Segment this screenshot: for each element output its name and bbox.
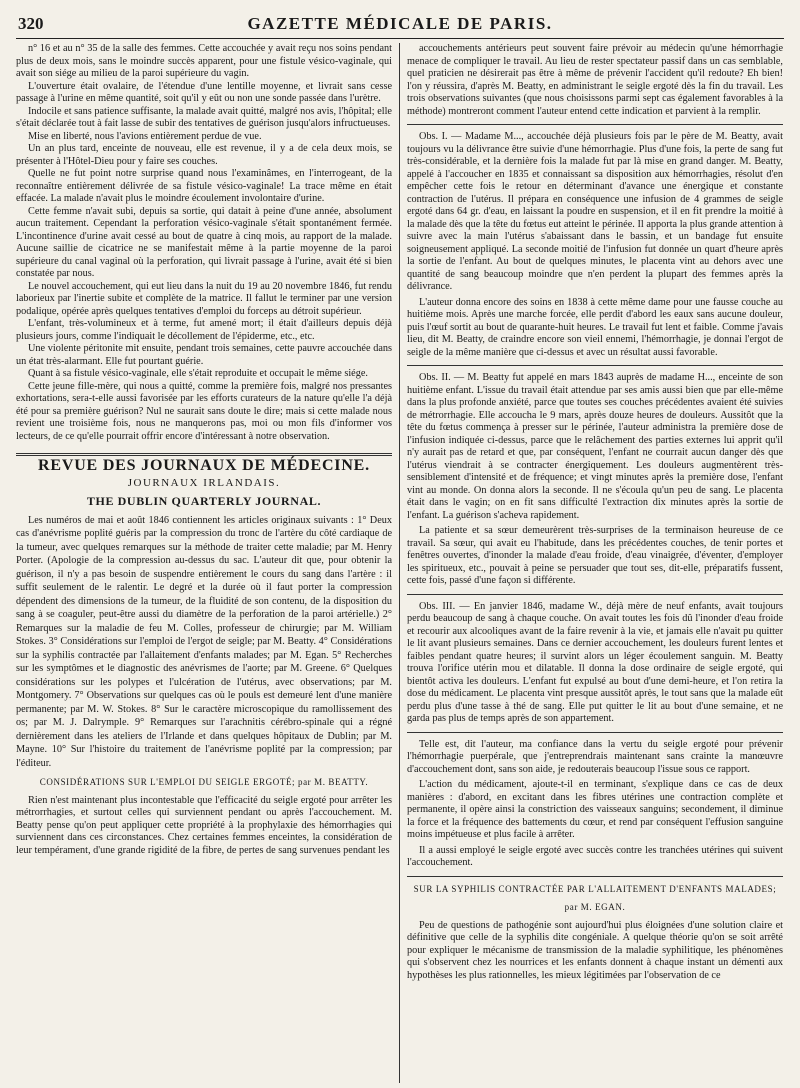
paragraph: Cette jeune fille-mère, qui nous a quitté, comme la première fois, malgré nos pressantes exhortations, sera-t-elle aussi favorisée par les efforts curateurs de la nature qu'elle l'a déjà été pour sa première guérison? Nul ne saurait sans doute le dire; mais si cette malade nous revient une troisième fois, nous ne manquerons pas, moi ou mon fils d'informer vos lecteurs, de ce qu'elle pourrait offrir encore d'intéressant à notre observation. (16, 380, 392, 442)
syphilis-title: SUR LA SYPHILIS CONTRACTÉE PAR L'ALLAITEMENT D'ENFANTS MALADES; (413, 883, 777, 894)
paragraph: Obs. II. — M. Beatty fut appelé en mars 1843 auprès de madame H..., enceinte de son huitième enfant. L'issue du travail était attendue par ses amis aussi bien que par elle-même dans la plus profonde anxiété, parce que toutes ses couches précédentes avaient été suivies de métrorrhagie. Elle accoucha le 9 mars, après douze heures de douleurs. Aussitôt que la tête du fœtus commença à presser sur le périnée, l'auteur administra la première dose de l'infusion indiquée ci-dessus, parce que le relâchement des parties externes lui apprit qu'il n'y aurait pas de retard et que, par conséquent, l'enfant ne courrait aucun danger dès que l'utérus viendrait à se contracter énergiquement. Les douleurs augmentèrent très-sensiblement d'intensité et de fréquence; et vingt minutes après la première dose, l'enfant vint au monde. On donna alors la seconde. Il ne s'écoula qu'un peu de sang. Le placenta était dans le vagin; on en fit sans difficulté l'extraction dix minutes après la sortie de l'enfant. La guérison s'acheva rapidement. (407, 372, 783, 521)
rule-obs3 (407, 594, 783, 595)
paragraph: La patiente et sa sœur demeurèrent très-surprises de la terminaison heureuse de ce travail. Sa sœur, qui avait eu l'habitude, dans les précédentes couches, de tenir portes et fenêtres ouvertes, d'inonder la malade d'eau froide, d'eau vinaigrée, d'éventer, d'employer les spiritueux, etc., pouvait à peine se persuader que tout ses, dit-elle, préparatifs fussent, cette fois, passé d'une façon si différente. (407, 525, 783, 586)
column-rule (399, 43, 400, 1083)
paragraph: Un an plus tard, enceinte de nouveau, elle est revenue, il y a de cela deux mois, se présenter à l'Hôtel-Dieu pour y faire ses couches. (16, 143, 392, 167)
paragraph: Obs. I. — Madame M..., accouchée déjà plusieurs fois par le père de M. Beatty, avait toujours vu la délivrance être suivie d'une hémorrhagie. Plus d'une fois, la perte de sang fut très-considérable, et la dernière fois la malade fut par là mise en grand danger. M. Beatty, appelé à l'accoucher en 1835 et connaissant sa disposition aux hémorrhagies, résolut d'en empêcher cette fois le retour en déterminant d'avance une énergique et constante contraction de l'utérus. Il prépara en conséquence une infusion de 4 grammes de seigle ergoté dans 64 gr. d'eau, en laissant la poudre en suspension, et il en fit prendre la moitié à la malade dès que la tête du fœtus eut atteint le périnée. Il apporta la plus grande attention à suivre avec la main l'utérus s'abaissant dans le bassin, et un bandage fut ensuite soigneusement appliqué. La seconde moitié de l'infusion fut donnée un quart d'heure après la sortie de l'enfant. Au bout de quelques minutes, le placenta vint au dehors avec une quantité de sang beaucoup moindre que n'en perdent la plupart des femmes après la délivrance. (407, 131, 783, 292)
observation-3 (407, 601, 783, 726)
beatty-section-title: CONSIDÉRATIONS SUR L'EMPLOI DU SEIGLE ERGOTÉ; par M. BEATTY. (39, 777, 369, 787)
observation-1 (407, 131, 783, 359)
paragraph: Mise en liberté, nous l'avions entièrement perdue de vue. (28, 130, 262, 142)
journaux-heading: JOURNAUX IRLANDAIS. (127, 476, 281, 489)
paragraph: L'auteur donna encore des soins en 1838 à cette même dame pour une fausse couche au huitième mois. Après une marche forcée, elle perdit d'abord les eaux sans aucune douleur, puis l'œuf sortit au bout de quarante-huit heures. Le travail fut lent et faible. Comme j'avais lieu, dit M. Beatty, de craindre encore son vieil ennemi, l'hémorrhagie, je donnai l'ergot de seigle de la même manière que ci-dessus et avec un résultat aussi favorable. (407, 296, 783, 358)
columns (16, 43, 784, 1083)
right-column (407, 43, 783, 1083)
rule-obs1 (407, 124, 783, 125)
paragraph: Rien n'est maintenant plus incontestable que l'efficacité du seigle ergoté pour arrêter les métrorrhagies, et surtout celles qui surviennent pendant ou après l'accouchement. M. Beatty pense qu'on peut appliquer cette propriété à la prophylaxie des hémorrhagies qui surviennent dans ces circonstances. Chez certaines femmes enceintes, la considération de leur tempérament, d'une grande rigidité de la fibre, de pertes de sang survenues pendant les (16, 794, 392, 856)
left-article (16, 43, 392, 443)
paragraph: Le nouvel accouchement, qui eut lieu dans la nuit du 19 au 20 novembre 1846, fut rendu laborieux par l'inertie subite et complète de la matrice. Il fallut le terminer par une version podalique, opérée après quelques tentatives d'emploi du forceps au détroit supérieur. (16, 280, 392, 317)
paragraph: Telle est, dit l'auteur, ma confiance dans la vertu du seigle ergoté pour prévenir l'hémorrhagie puerpérale, que j'entreprendrais maintenant sans crainte la manœuvre d'accouchement dont, sans son aide, je redouterais beaucoup l'issue sous ce rapport. (407, 738, 783, 775)
dublin-heading: THE DUBLIN QUARTERLY JOURNAL. (86, 494, 322, 508)
rule-obs2 (407, 365, 783, 366)
observation-2 (407, 372, 783, 588)
page-number: 320 (18, 14, 44, 33)
paragraph: L'ouverture était ovalaire, de l'étendue d'une lentille moyenne, et livrait sans cesse passage à l'urine en même quantité, soit qu'il y eût ou non une sonde passée dans l'urètre. (16, 80, 392, 104)
syphilis-article (407, 920, 783, 983)
rule-conclusion (407, 732, 783, 733)
paragraph: Indocile et sans patience suffisante, la malade avait quitté, malgré nos avis, l'hôpital; elle s'était déclarée tout à fait lasse de subir des tentatives de guérison jusqu'alors infructueuses. (16, 105, 392, 129)
section-divider (16, 453, 392, 456)
paragraph: Il a aussi employé le seigle ergoté avec succès contre les tranchées utérines qui suivent l'accouchement. (407, 844, 783, 868)
paragraph: Une violente péritonite mit ensuite, pendant trois semaines, cette pauvre accouchée dans un état très-alarmant. Elle fut pourtant guérie. (16, 343, 392, 367)
paragraph: Quelle ne fut point notre surprise quand nous l'examinâmes, en l'interrogeant, de la reconnaître entièrement délivrée de sa fistule vésico-vaginale! La trace même en était effacée. La malade n'avait plus le moindre écoulement involontaire d'urine. (16, 168, 392, 204)
paragraph: Les numéros de mai et août 1846 contiennent les articles originaux suivants : 1° Deux cas d'anévrisme poplité guéris par la compression du tronc de l'artère du côté cardiaque de la tumeur, avec quelques remarques sur la méthode de traiter cette maladie; par M. Henry Porter. (Apologie de la compression au-dessus du sac. L'auteur dit que, pour obtenir la guérison, il n'y a pas besoin de suspendre entièrement le cours du sang dans l'artère : il suffit seulement de le ralentir. Le degré et la durée où il faut porter la compression dépendent des dimensions de la tumeur, de la fluidité de son contenu, de la disposition du sang à se coaguler, peut-être aussi du diamètre de la perforation de la paroi artérielle.) 2° Remarques sur la maladie de feu M. Colles, professeur de chirurgie; par M. William Stokes. 3° Considérations sur l'emploi de l'ergot de seigle; par M. Beatty. 4° Considérations sur la syphilis contractée par l'allaitement d'enfants malades; par M. Egan. 5° Recherches sur les symptômes et le diagnostic des anévrismes de l'aorte; par M. Greene. 6° Quelques considérations sur les polypes et l'ulcération de l'utérus, avec observations; par M. Montgomery. 7° Observations sur quelques cas où le pouls est demeuré lent d'une manière permanente; par M. W. Stokes. 8° Sur le caractère microscopique du ramollissement des os; par M. J. Dalrymple. 9° Remarques sur l'arachnitis cérébro-spinale qui a régné dernièrement dans les ateliers de l'Irlande et dans quelques hôpitaux de Dublin; par M. Mayne. 10° Sur l'histoire du traitement de l'anévrisme poplité par la compression; par l'éditeur. (16, 514, 392, 769)
paragraph: Quant à sa fistule vésico-vaginale, elle s'était reproduite et occupait le même siége. (28, 368, 368, 379)
rule-syphilis (407, 876, 783, 877)
paragraph: Cette femme n'avait subi, depuis sa sortie, qui datait à peine d'une année, absolument aucun traitement. Cependant la perforation vésico-vaginale s'était spontanément fermée. L'incontinence d'urine avait cessé au bout de quatre à cinq mois, au rapport de la malade. Aucune saillie de cicatrice ne se manifestait même à la partie moyenne de la paroi supérieure du canal vaginal où la perforation, qui livrait passage à l'urine, avait été si bien constatée par nous. (16, 205, 392, 279)
paragraph: L'enfant, très-volumineux et à terme, fut amené mort; il était d'ailleurs depuis déjà plusieurs jours, comme l'indiquait le décollement de l'épiderme, etc., etc. (16, 318, 392, 342)
dublin-contents (16, 514, 392, 771)
page-header (16, 10, 784, 39)
gazette-title: GAZETTE MÉDICALE DE PARIS. (247, 14, 553, 33)
paragraph: n° 16 et au n° 35 de la salle des femmes. Cette accouchée y avait reçu nos soins pendant plus de deux mois, sans le moindre succès apparent, pour une fistule vésico-vaginale, qui avait son siége au milieu de la paroi supérieure du vagin. (16, 43, 392, 79)
paragraph: L'action du médicament, ajoute-t-il en terminant, s'explique dans ce cas de deux manières : d'abord, en excitant dans les fibres utérines une contraction complète et permanente, il opère ainsi la constriction des vaisseaux sanguins; secondement, il diminue la force et la fréquence des battements du cœur, et rend par conséquent l'effusion sanguine moins impétueuse et plus facile à arrêter. (407, 779, 783, 840)
beatty-intro (16, 795, 392, 858)
beatty-continuation: accouchements antérieurs peut souvent faire prévoir au médecin qu'une hémorrhagie menace de compliquer le travail. Au lieu de rester spectateur passif dans un cas semblable, quel praticien ne désirerait pas être à même de prévenir l'accident qu'il redoute? Eh bien! l'on y réussira, d'après M. Beatty, en administrant le seigle ergoté dès la fin du travail. Les trois observations suivantes (que nous choisissons parmi sept cas également favorables à la méthode) montreront comment l'auteur entend cette indication et parvient à la remplir. (407, 43, 783, 117)
conclusion (407, 739, 783, 870)
left-column (16, 43, 392, 1083)
syphilis-author: par M. EGAN. (564, 902, 626, 912)
paragraph: Peu de questions de pathogénie sont aujourd'hui plus éloignées d'une solution claire et définitive que celle de la syphilis dite congéniale. A quelque théorie qu'on se soit arrêté pour expliquer le mécanisme de transmission de la maladie syphilitique, les phénomènes qui s'observent chez les nourrices et les enfants donnent à chaque instant un démenti aux hypothèses les plus rationnelles, les mieux légitimées par l'observation de ce (407, 919, 783, 981)
revue-title: REVUE DES JOURNAUX DE MÉDECINE. (38, 457, 370, 474)
paragraph: Obs. III. — En janvier 1846, madame W., déjà mère de neuf enfants, avait toujours perdu beaucoup de sang à chaque couche. On avait toutes les fois dû l'inonder d'eau froide et recourir aux alcooliques avant de la faire revenir à la vie, et jamais elle n'avait pu quitter le lit avant plusieurs semaines. Dans ce dernier accouchement, les douleurs furent lentes et faibles pendant quatre heures; il survint alors un léger écoulement sanguin. M. Beatty trouva l'orifice utérin mou et dilatable. Il donna la dose ordinaire de seigle ergoté, qui bientôt activa les douleurs. L'enfant fut expulsé au bout d'une demi-heure, et l'on retira la dose du médicament. Le placenta vint presque aussitôt après, le tout sans que la malade eût perdu plus d'une tasse à thé de sang. Elle put quitter le lit au bout d'une semaine, et ne garda pas plus de temps après de son appartement. (407, 600, 783, 724)
